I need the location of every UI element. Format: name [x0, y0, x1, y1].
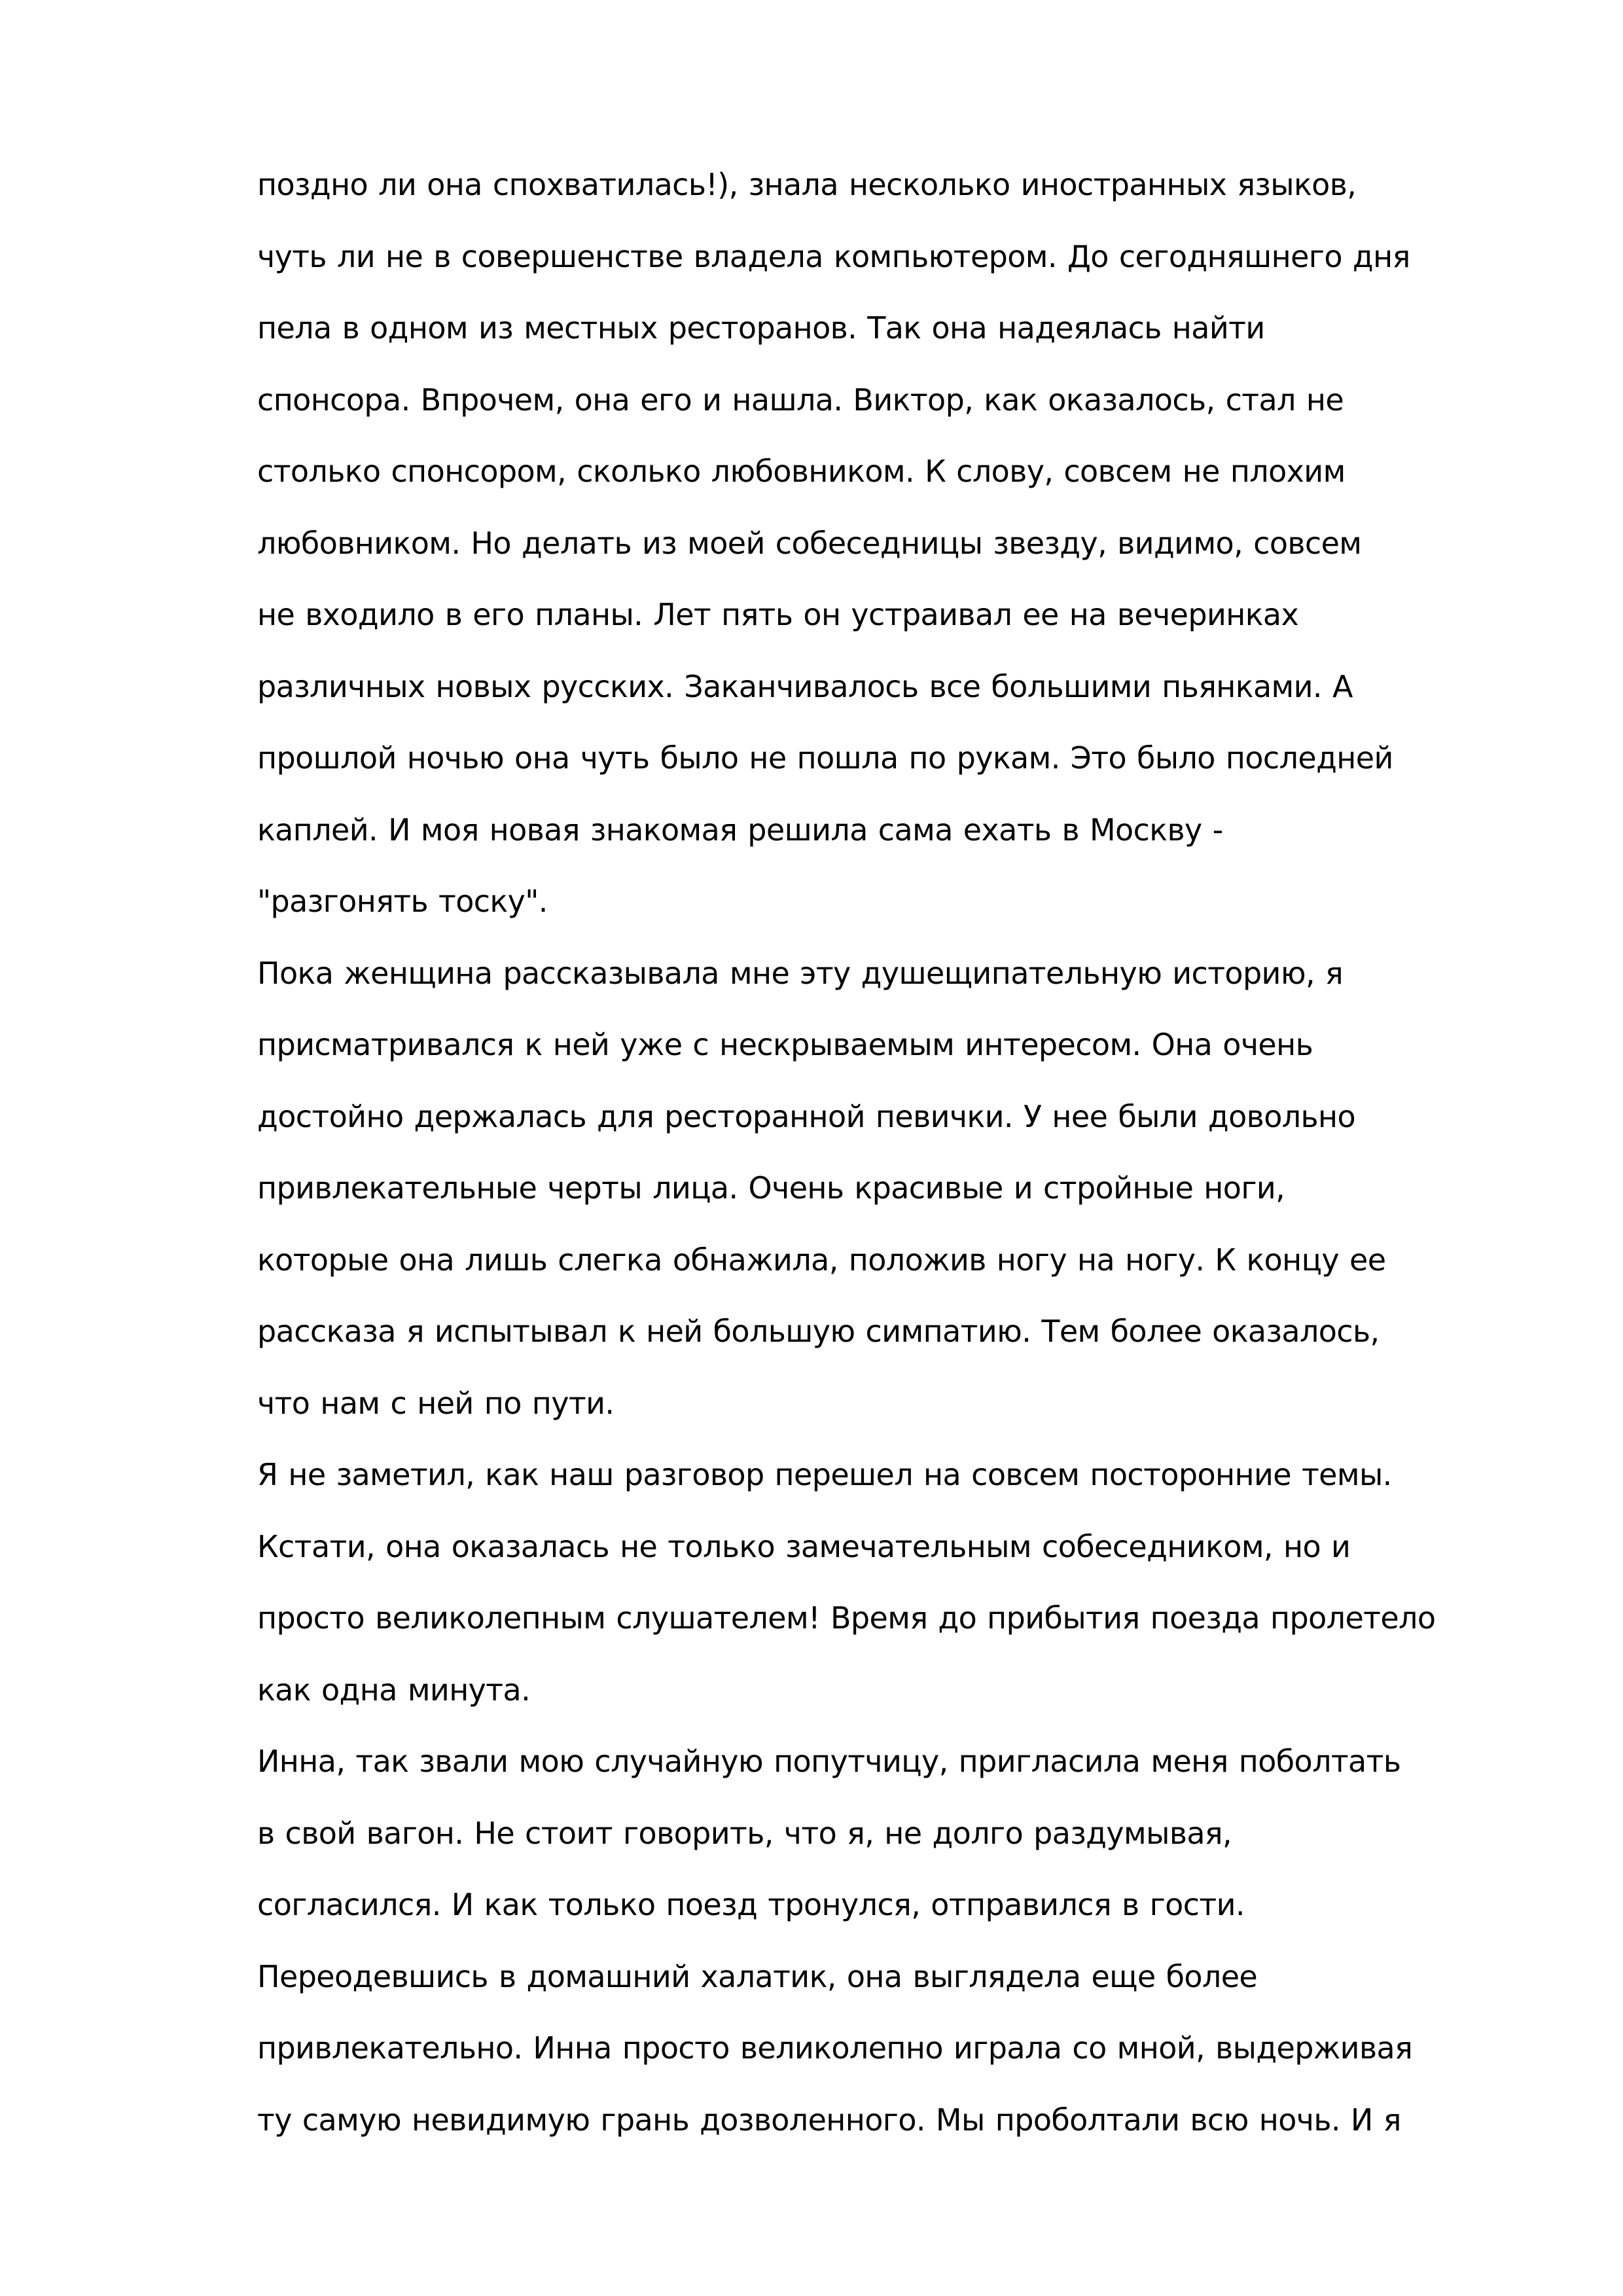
- text-line: чуть ли не в совершенстве владела компьютером. До сегодняшнего дня: [257, 238, 1410, 274]
- text-line: которые она лишь слегка обнажила, положив ногу на ногу. К концу ее: [257, 1242, 1386, 1278]
- text-line: Пока женщина рассказывала мне эту душещипательную историю, я: [257, 955, 1344, 991]
- text-line: Переодевшись в домашний халатик, она выглядела еще более: [257, 1958, 1258, 1994]
- text-line: различных новых русских. Заканчивалось все большими пьянками. А: [257, 668, 1353, 704]
- text-line: ту самую невидимую грань дозволенного. Мы проболтали всю ночь. И я: [257, 2102, 1401, 2138]
- text-line: присматривался к ней уже с нескрываемым интересом. Она очень: [257, 1027, 1313, 1062]
- text-line: спонсора. Впрочем, она его и нашла. Виктор, как оказалось, стал не: [257, 382, 1344, 418]
- text-line: просто великолепным слушателем! Время до прибытия поезда пролетело: [257, 1600, 1436, 1636]
- text-line: достойно держалась для ресторанной певички. У нее были довольно: [257, 1098, 1356, 1134]
- text-line: привлекательные черты лица. Очень красивые и стройные ноги,: [257, 1170, 1285, 1206]
- text-line: привлекательно. Инна просто великолепно играла со мной, выдерживая: [257, 2030, 1413, 2066]
- text-line: каплей. И моя новая знакомая решила сама ехать в Москву -: [257, 812, 1223, 848]
- text-line: в свой вагон. Не стоит говорить, что я, не долго раздумывая,: [257, 1815, 1232, 1851]
- text-line: Кстати, она оказалась не только замечательным собеседником, но и: [257, 1528, 1351, 1564]
- text-line: что нам с ней по пути.: [257, 1385, 615, 1421]
- text-line: поздно ли она спохватилась!), знала несколько иностранных языков,: [257, 167, 1357, 202]
- text-line: рассказа я испытывал к ней большую симпатию. Тем более оказалось,: [257, 1314, 1380, 1349]
- text-line: как одна минута.: [257, 1672, 531, 1708]
- text-line: согласился. И как только поезд тронулся, отправился в гости.: [257, 1887, 1245, 1922]
- text-line: Инна, так звали мою случайную попутчицу, пригласила меня поболтать: [257, 1744, 1401, 1779]
- text-line: не входило в его планы. Лет пять он устраивал ее на вечеринках: [257, 597, 1299, 632]
- text-line: столько спонсором, сколько любовником. К слову, совсем не плохим: [257, 454, 1346, 489]
- text-line: "разгонять тоску".: [257, 884, 548, 919]
- text-line: Я не заметил, как наш разговор перешел на совсем посторонние темы.: [257, 1457, 1392, 1492]
- text-line: любовником. Но делать из моей собеседницы звезду, видимо, совсем: [257, 525, 1362, 561]
- text-line: пела в одном из местных ресторанов. Так она надеялась найти: [257, 310, 1265, 346]
- text-line: прошлой ночью она чуть было не пошла по рукам. Это было последней: [257, 740, 1393, 776]
- body-text: [257, 149, 1436, 2156]
